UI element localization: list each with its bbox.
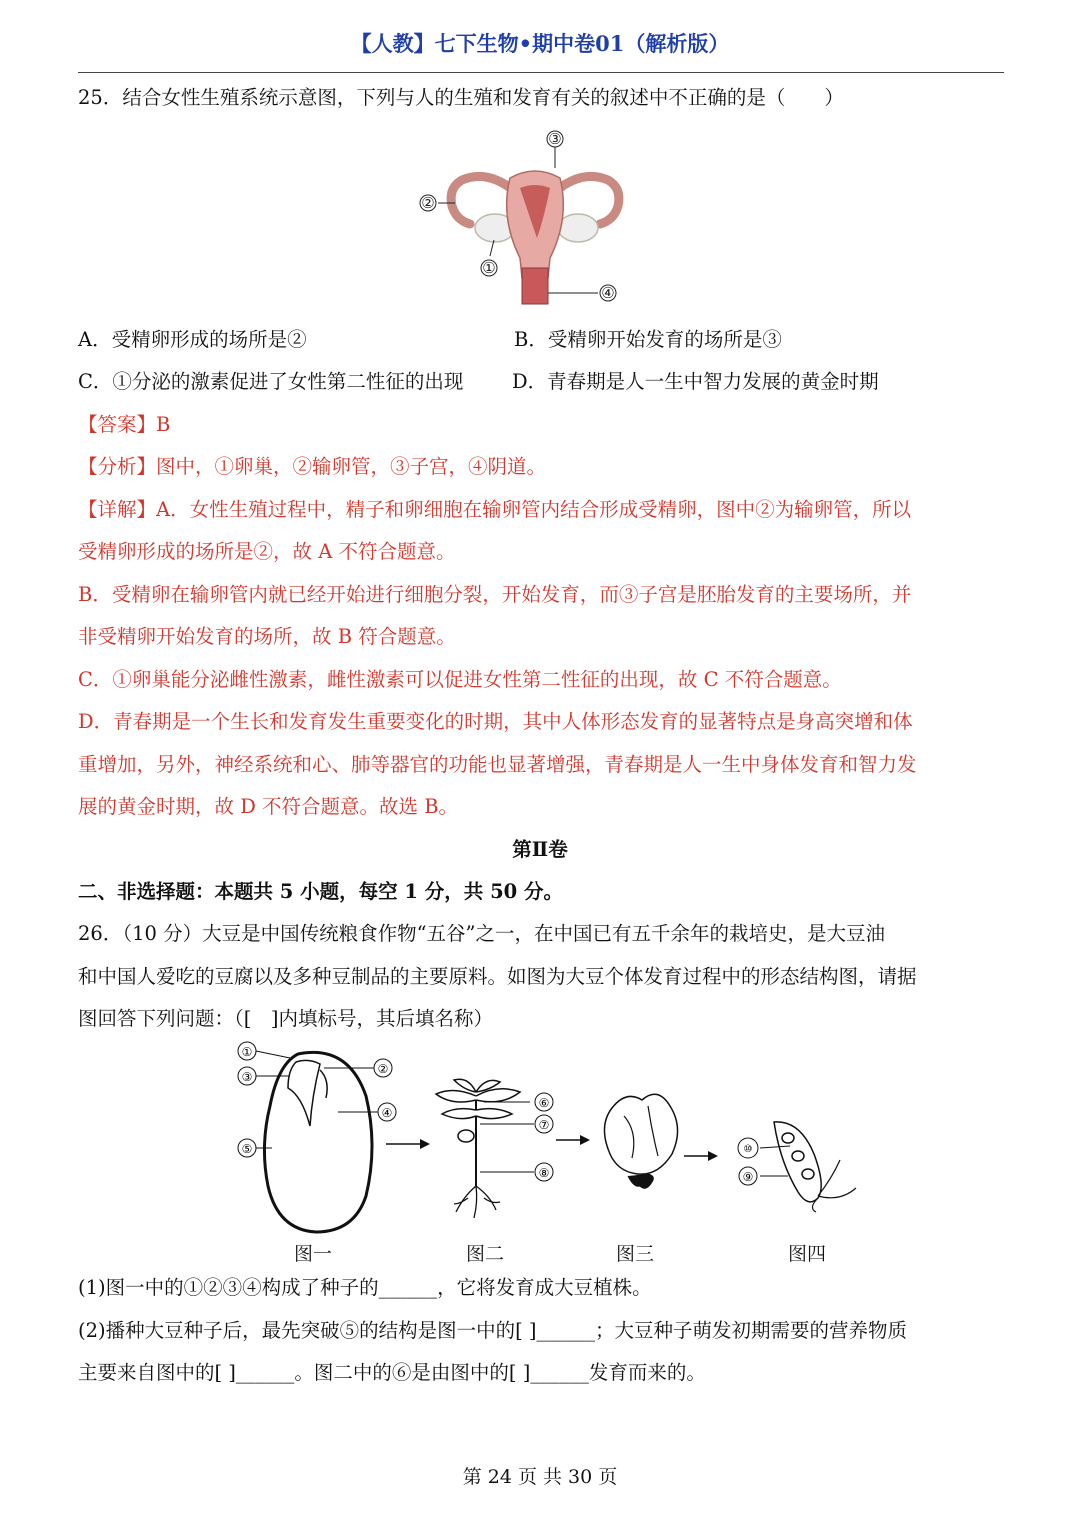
caption-figure-1: 图一 (294, 1243, 333, 1265)
fig-label-1: ① (241, 1045, 253, 1059)
q25-detail-line-2: 受精卵形成的场所是②，故 A 不符合题意。 (78, 540, 456, 563)
fig-label-9: ⑨ (742, 1170, 754, 1184)
q25-detail-line-5: C．①卵巢能分泌雌性激素，雌性激素可以促进女性第二性征的出现，故 C 不符合题意。 (78, 668, 842, 691)
fig-label-2: ② (377, 1062, 389, 1076)
section-title: 第Ⅱ卷 (512, 838, 568, 861)
q25-detail-line-4: 非受精卵开始发育的场所，故 B 符合题意。 (78, 625, 456, 648)
caption-figure-3: 图三 (616, 1243, 655, 1265)
female-reproductive-diagram (410, 128, 660, 310)
q25-detail-line-3: B．受精卵在输卵管内就已经开始进行细胞分裂，开始发育，而③子宫是胚胎发育的主要场所，并 (78, 583, 912, 606)
q26-stem-line-3: 图回答下列问题：（[ ]内填标号，其后填名称） (78, 1007, 493, 1030)
q25-detail-line-8: 展的黄金时期，故 D 不符合题意。故选 B。 (78, 795, 459, 818)
section-heading: 二、非选择题：本题共 5 小题，每空 1 分，共 50 分。 (78, 880, 564, 903)
header-divider (78, 72, 1004, 73)
q25-option-b: B．受精卵开始发育的场所是③ (514, 328, 782, 351)
q25-analysis: 【分析】图中，①卵巢，②输卵管，③子宫，④阴道。 (78, 455, 547, 478)
q26-stem-line-1: 26．（10 分）大豆是中国传统粮食作物“五谷”之一，在中国已有五千余年的栽培史，是大豆油 (78, 922, 886, 945)
fig1-label-2: ② (421, 194, 435, 212)
fig1-label-1: ① (482, 259, 496, 277)
fig1-label-4: ④ (601, 284, 615, 302)
q25-option-d: D．青春期是人一生中智力发展的黄金时期 (512, 370, 879, 393)
fig-label-4: ④ (381, 1106, 393, 1120)
caption-figure-4: 图四 (788, 1243, 827, 1265)
q25-detail-line-7: 重增加，另外，神经系统和心、肺等器官的功能也显著增强，青春期是人一生中身体发育和智力发 (78, 753, 917, 776)
q25-answer: 【答案】B (78, 413, 171, 436)
q25-option-a: A．受精卵形成的场所是② (78, 328, 307, 351)
q26-sub-2-line-1: (2)播种大豆种子后，最先突破⑤的结构是图一中的[ ]______；大豆种子萌发初期需要的营养物质 (78, 1319, 908, 1342)
q25-detail-line-6: D．青春期是一个生长和发育发生重要变化的时期，其中人体形态发育的显著特点是身高突增和体 (78, 710, 913, 733)
soybean-development-diagram (228, 1036, 868, 1236)
fig-label-5: ⑤ (241, 1142, 253, 1156)
q26-stem-line-2: 和中国人爱吃的豆腐以及多种豆制品的主要原料。如图为大豆个体发育过程中的形态结构图，请据 (78, 965, 917, 988)
fig-label-7: ⑦ (538, 1118, 550, 1132)
fig-label-6: ⑥ (538, 1096, 550, 1110)
q25-detail-line-1: 【详解】A．女性生殖过程中，精子和卵细胞在输卵管内结合形成受精卵，图中②为输卵管，所以 (78, 498, 912, 521)
fig1-label-3: ③ (548, 130, 562, 148)
page-number: 第 24 页 共 30 页 (462, 1466, 618, 1488)
q25-stem: 25．结合女性生殖系统示意图，下列与人的生殖和发育有关的叙述中不正确的是（ ） (78, 86, 844, 109)
q26-sub-2-line-2: 主要来自图中的[ ]______。图二中的⑥是由图中的[ ]______发育而来的。 (78, 1361, 706, 1384)
fig-label-3: ③ (241, 1070, 253, 1084)
page-header-title: 【人教】七下生物•期中卷01（解析版） (350, 31, 730, 56)
fig-label-10: ⑩ (743, 1144, 753, 1155)
q25-option-c: C．①分泌的激素促进了女性第二性征的出现 (78, 370, 464, 393)
fig-label-8: ⑧ (538, 1166, 550, 1180)
caption-figure-2: 图二 (466, 1243, 505, 1265)
q26-sub-1: (1)图一中的①②③④构成了种子的______，它将发育成大豆植株。 (78, 1276, 652, 1299)
